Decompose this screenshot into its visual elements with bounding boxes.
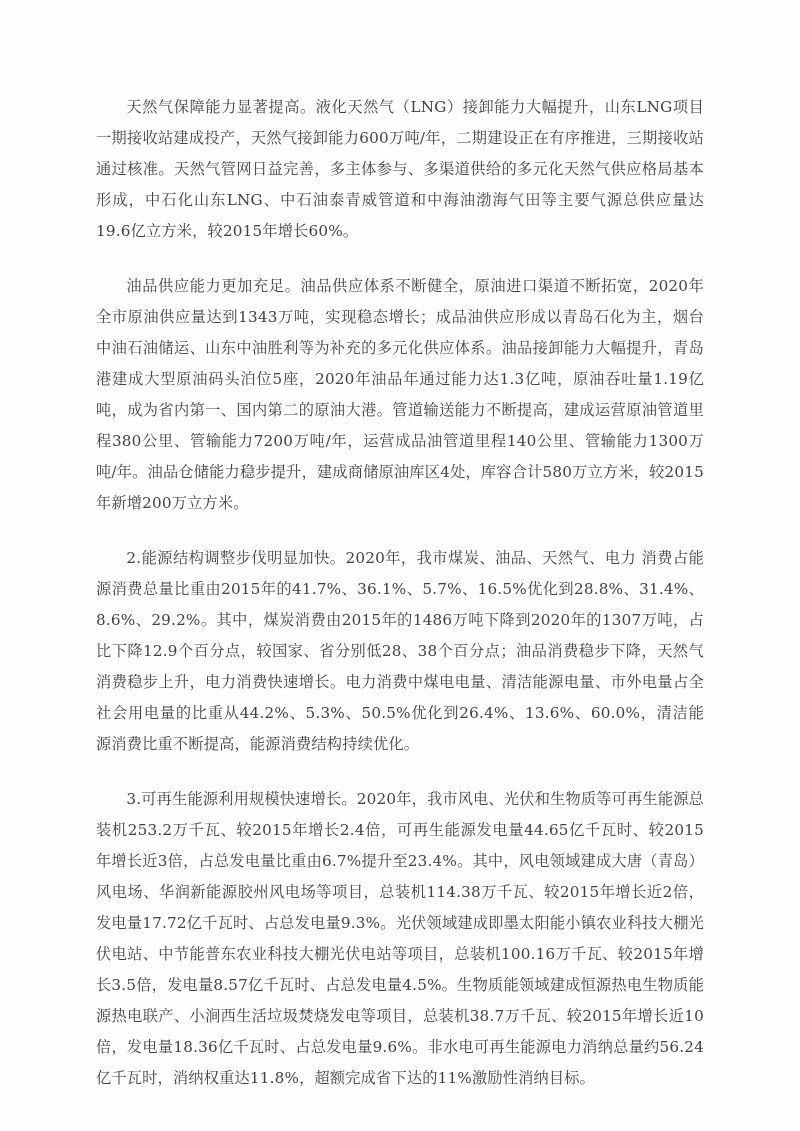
paragraph-energy-structure: 2.能源结构调整步伐明显加快。2020年，我市煤炭、油品、天然气、电力 消费占能源消费总量比重由2015年的41.7%、36.1%、5.7%、16.5%优化到28.8%、31.4%、8.6%、29.2%。其中，煤炭消费由2015年的1486万吨下降到2020年的1307万吨，占比下降12.9个百分点，较国家、省分别低28、38个百分点；油品消费稳步下降，天然气消费稳步上升，电力消费快速增长。电力消费中煤电电量、清洁能源电量、市外电量占全社会用电量的比重从44.2%、5.3%、50.5%优化到26.4%、13.6%、60.0%，清洁能源消费比重不断提高，能源消费结构持续优化。: [96, 549, 704, 753]
paragraph-oil-supply: 油品供应能力更加充足。油品供应体系不断健全，原油进口渠道不断拓宽，2020年全市原油供应量达到1343万吨，实现稳态增长；成品油供应形成以青岛石化为主，烟台中油石油储运、山东中油胜利等为补充的多元化供应体系。油品接卸能力大幅提升，青岛港建成大型原油码头泊位5座，2020年油品年通过能力达1.3亿吨，原油吞吐量1.19亿吨，成为省内第一、国内第二的原油大港。管道输送能力不断提高，建成运营原油管道里程380公里、管输能力7200万吨/年，运营成品油管道里程140公里、管输能力1300万吨/年。油品仓储能力稳步提升，建成商储原油库区4处，库容合计580万立方米，较2015年新增200万立方米。: [96, 277, 704, 512]
paragraph-renewable-energy: 3.可再生能源利用规模快速增长。2020年，我市风电、光伏和生物质等可再生能源总装机253.2万千瓦、较2015年增长2.4倍，可再生能源发电量44.65亿千瓦时、较2015年增长近3倍，占总发电量比重由6.7%提升至23.4%。其中，风电领域建成大唐（青岛）风电场、华润新能源胶州风电场等项目，总装机114.38万千瓦、较2015年增长近2倍，发电量17.72亿千瓦时、占总发电量9.3%。光伏领域建成即墨太阳能小镇农业科技大棚光伏电站、中节能普东农业科技大棚光伏电站等项目，总装机100.16万千瓦、较2015年增长3.5倍，发电量8.57亿千瓦时、占总发电量4.5%。生物质能领域建成恒源热电生物质能源热电联产、小涧西生活垃圾焚烧发电等项目，总装机38.7万千瓦、较2015年增长近10倍，发电量18.36亿千瓦时、占总发电量9.6%。非水电可再生能源电力消纳总量约56.24亿千瓦时，消纳权重达11.8%，超额完成省下达的11%激励性消纳目标。: [96, 790, 704, 1087]
paragraph-natural-gas: 天然气保障能力显著提高。液化天然气（LNG）接卸能力大幅提升，山东LNG项目一期接收站建成投产，天然气接卸能力600万吨/年，二期建设正在有序推进，三期接收站通过核准。天然气管网日益完善，多主体参与、多渠道供给的多元化天然气供应格局基本形成，中石化山东LNG、中石油泰青威管道和中海油渤海气田等主要气源总供应量达19.6亿立方米，较2015年增长60%。: [96, 98, 704, 240]
document-body: [96, 92, 704, 1094]
